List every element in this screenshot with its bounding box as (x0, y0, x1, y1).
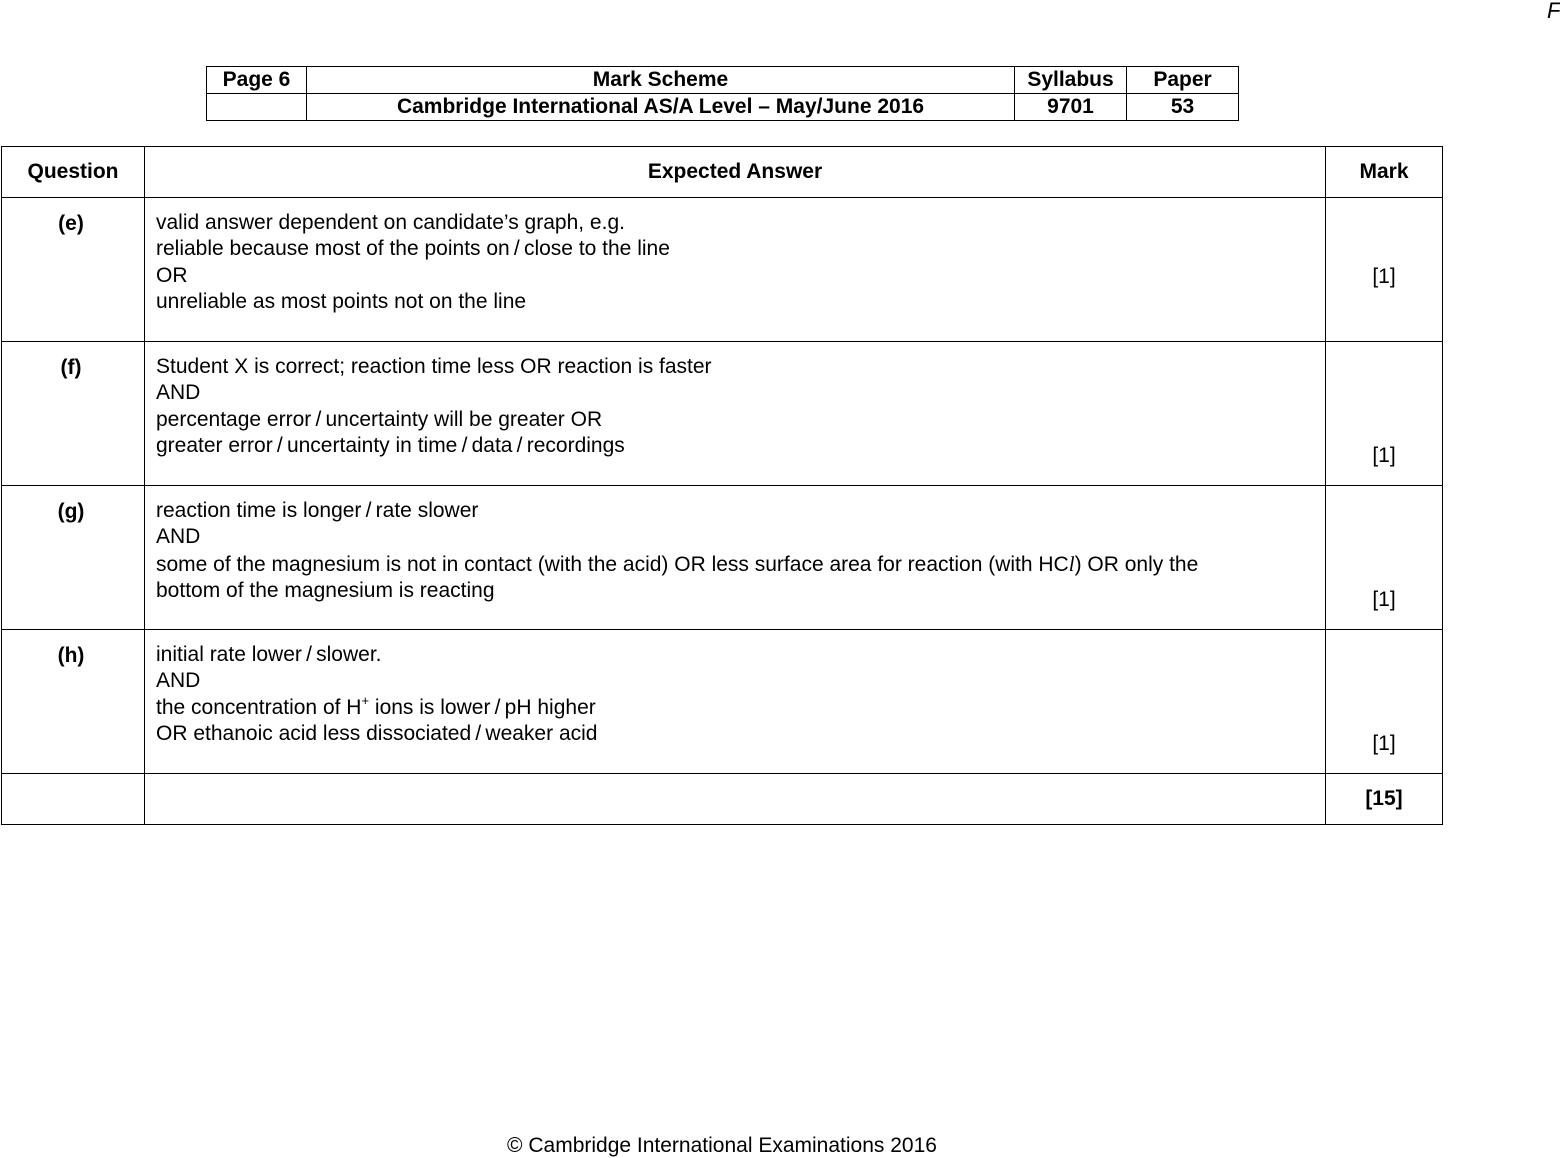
copyright-footer: © Cambridge International Examinations 2016 (507, 1134, 937, 1157)
mark-scheme-table (1, 146, 1443, 825)
answer-line: AND (156, 525, 201, 549)
mark-value: [1] (1372, 444, 1396, 467)
chlorine-symbol-italic: l (1068, 551, 1075, 576)
question-label: (g) (2, 486, 145, 630)
mark-cell (1326, 198, 1443, 342)
answer-line (156, 692, 1315, 721)
answer-text: the concentration of H (156, 695, 362, 719)
table-row (2, 486, 1443, 630)
mark-value: [1] (1372, 732, 1396, 755)
table-header-row (2, 147, 1443, 198)
expected-answer (145, 630, 1326, 774)
answer-line: initial rate lower / slower. (156, 643, 382, 666)
answer-line: Student X is correct; reaction time less OR reaction is faster (156, 355, 712, 378)
page-corner-mark: F (1547, 0, 1560, 23)
answer-text: ) OR only the (1074, 552, 1199, 576)
answer-line: unreliable as most points not on the line (156, 289, 527, 313)
page-value (207, 94, 307, 121)
answer-line: AND (156, 669, 201, 693)
answer-text: some of the magnesium is not in contact (with the acid) OR less surface area for reaction (with HC (156, 552, 1069, 576)
superscript-plus: + (361, 692, 370, 708)
total-mark: [15] (1326, 774, 1443, 825)
paper-value: 53 (1127, 94, 1239, 121)
mark-scheme-label: Mark Scheme (307, 67, 1015, 94)
paper-label: Paper (1127, 67, 1239, 94)
question-label: (f) (2, 342, 145, 486)
total-answer-empty (145, 774, 1326, 825)
expected-answer (145, 486, 1326, 630)
mark-cell (1326, 486, 1443, 630)
column-header-mark: Mark (1326, 147, 1443, 198)
table-row (2, 198, 1443, 342)
mark-value: [1] (1372, 265, 1396, 288)
answer-line: reliable because most of the points on / close to the line (156, 237, 670, 261)
answer-line: bottom of the magnesium is reacting (156, 578, 495, 602)
column-header-question: Question (2, 147, 145, 198)
syllabus-label: Syllabus (1015, 67, 1127, 94)
syllabus-value: 9701 (1015, 94, 1127, 121)
mark-value: [1] (1372, 588, 1396, 611)
exam-title: Cambridge International AS/A Level – May/June 2016 (307, 94, 1015, 121)
answer-line: OR ethanoic acid less dissociated / weaker acid (156, 721, 598, 745)
answer-line: valid answer dependent on candidate’s graph, e.g. (156, 211, 625, 234)
question-label: (h) (2, 630, 145, 774)
table-row (2, 630, 1443, 774)
answer-line: AND (156, 381, 201, 405)
question-label: (e) (2, 198, 145, 342)
expected-answer (145, 198, 1326, 342)
mark-cell (1326, 630, 1443, 774)
answer-line: greater error / uncertainty in time / data / recordings (156, 433, 625, 457)
column-header-expected-answer: Expected Answer (145, 147, 1326, 198)
answer-line: percentage error / uncertainty will be greater OR (156, 407, 603, 431)
total-row (2, 774, 1443, 825)
table-row (2, 342, 1443, 486)
expected-answer (145, 342, 1326, 486)
total-question-empty (2, 774, 145, 825)
header-info-table (206, 66, 1239, 121)
page-label: Page 6 (207, 67, 307, 94)
answer-text: ions is lower / pH higher (369, 695, 596, 719)
answer-line: reaction time is longer / rate slower (156, 499, 479, 522)
answer-line: OR (156, 263, 188, 287)
mark-cell (1326, 342, 1443, 486)
answer-line (156, 551, 1315, 578)
